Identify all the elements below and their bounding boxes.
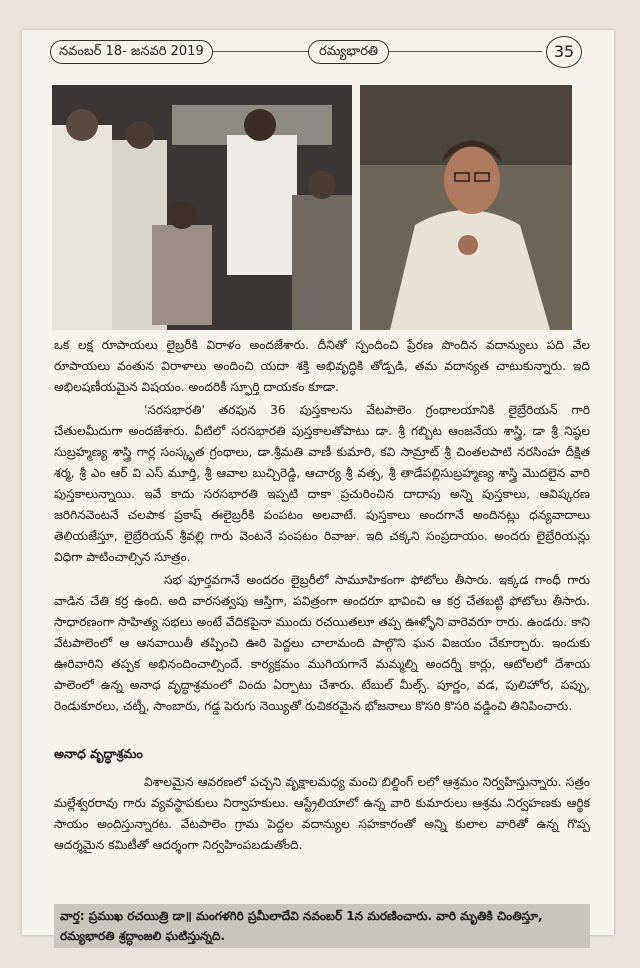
photo-strip xyxy=(52,85,572,330)
paragraph: విశాలమైన ఆవరణలో పచ్చని వృక్షాలమధ్య మంచి బిల్డింగ్ లలో ఆశ్రమం నిర్వహిస్తున్నారు. సత్రం మల్లేశ్వరరావు గారు వ్యవస్థాపకులు నిర్వాహకులు. ఆస్ట్రేలియాలో ఉన్న వారి కుమారులు ఆశ్రమ నిర్వహణకు ఆర్థిక సాయం అందిస్తున్నారట. వేటపాలెం గ్రామ పెద్దల వదాన్యుల సహకారంతో అన్ని కులాల వారితో ఉన్న గొప్ప ఆదర్శమైన కమిటీతో ఆదర్శంగా నిర్వహింపబడుతోంది. xyxy=(54,775,590,852)
page-number: 35 xyxy=(546,36,582,68)
issue-date: నవంబర్ 18- జనవరి 2019 xyxy=(50,40,213,64)
paragraph: సభ పూర్తవగానే అందరం లైబ్రరీలో సామూహికంగా ఫోటోలు తీసారు. ఇక్కడ గాంధీ గారు వాడిన చేతి కర్ర ఉంది. అది వారసత్వపు ఆస్తిగా, పవిత్రంగా అందరూ భావించి ఆ కర్ర చేతబట్టి ఫోటోలు తీసారు. సాధారణంగా సాహిత్య సభలు అంటే వేదికపైనా ముందు రచయితలూ తప్ప ఊళ్ళోని వారెవరూ రారు. ఉండరు. కాని వేటపాలెంలో ఆ ఆనవాయితీ తప్పించి ఊరి పెద్దలు చాలామంది పాల్గొని ఘన విజయం చేకూర్చారు. ఇందుకు ఊరివారిని తప్పక అభినందించాల్సిందే. కార్యక్రమం ముగియగానే మమ్మల్ని అందర్నీ కార్లు, ఆటోలలో దేశాయ పాలెంలో ఉన్న అనాధ వృద్ధాశ్రమంలో విందు ఏర్పాటు చేశారు. టేబుల్ మీల్స్. పూర్ణం, వడ, పులిహోర, పప్పు, రెండుకూరలు, చట్నీ, సాంబారు, గడ్డ పెరుగు నెయ్యితో రుచికరమైన భోజనాలు కొసరి కొసరి వడ్డించి తినిపించారు. xyxy=(54,573,590,713)
group-photo xyxy=(52,85,352,330)
news-footnote: వార్త: ప్రముఖ రచయిత్రి డా॥ మంగళగిరి ప్రమీలాదేవి నవంబర్ 1న మరణించారు. వారి మృతికి చింతిస్తూ, రమ్యభారతి శ్రద్ధాంజలి ఘటిస్తున్నది. xyxy=(54,904,590,948)
paragraph: ఒక లక్ష రూపాయలు లైబ్రరీకి విరాళం అందజేశారు. దీనితో స్పందించి ప్రేరణ పొందిన వదాన్యులు పది వేల రూపాయలు వంతున విరాళాలు అందించి యదా శక్తి అభివృద్ధికి తోడ్పడి, తమ వదాన్యత చాటుకున్నారు. ఇది అభిలషణీయమైన విషయం. అందరికీ స్ఫూర్తి దాయకం కూడా. xyxy=(54,338,590,394)
paragraph: 'సరసభారతి' తరఫున 36 పుస్తకాలను వేటపాలెం గ్రంథాలయానికి లైబ్రేరియన్ గారి చేతులమీదుగా అందజేశారు. వీటిలో సరసభారతి పుస్తకాలతోపాటు డా. శ్రీ గబ్బిట ఆంజనేయ శాస్త్రి, డా శ్రీ నిష్ఠల సుబ్రహ్మణ్య శాస్త్రి గార్ల సంస్కృత గ్రంథాలు, డా.శ్రీమతి వాణీ కుమారి, కవి సామ్రాట్ శ్రీ చింతలపాటి నరసింహ దీక్షిత శర్మ, శ్రీ ఎం ఆర్ వి ఎస్ మూర్తి, శ్రీ ఆవాల బుచ్చిరెడ్డి, ఆచార్య శ్రీ వత్స, శ్రీ తాడేపల్లిసుబ్రహ్మణ్య శాస్త్రి మొదలైన వారి పుస్తకాలున్నాయి. ఇవే కాదు సరసభారతి ఇప్పటి దాకా ప్రచురించిన దాదాపు అన్ని పుస్తకాలు, ఆవిష్కరణ జరిగినవెంటనే చలపాక ప్రకాష్ ఈలైబ్రరీకి పంపటం అలవాటే. పుస్తకాలు అందగానే అందినట్లు ధన్యవాదాలు తెలియజేస్తూ, లైబ్రేరియన్ శ్రీవల్లి గారు వెంటనే పంపటం రివాజు. ఇది చక్కని సంప్రదాయం. అందరు లైబ్రేరియన్లు విధిగా పాటించాల్సిన సూత్రం. xyxy=(54,403,590,564)
article-body xyxy=(54,335,590,858)
portrait-photo xyxy=(360,85,572,330)
section-heading: అనాధ వృద్ధాశ్రమం xyxy=(54,746,143,761)
page-header xyxy=(50,36,582,70)
magazine-name: రమ్యభారతి xyxy=(308,40,389,64)
magazine-page xyxy=(22,30,614,943)
